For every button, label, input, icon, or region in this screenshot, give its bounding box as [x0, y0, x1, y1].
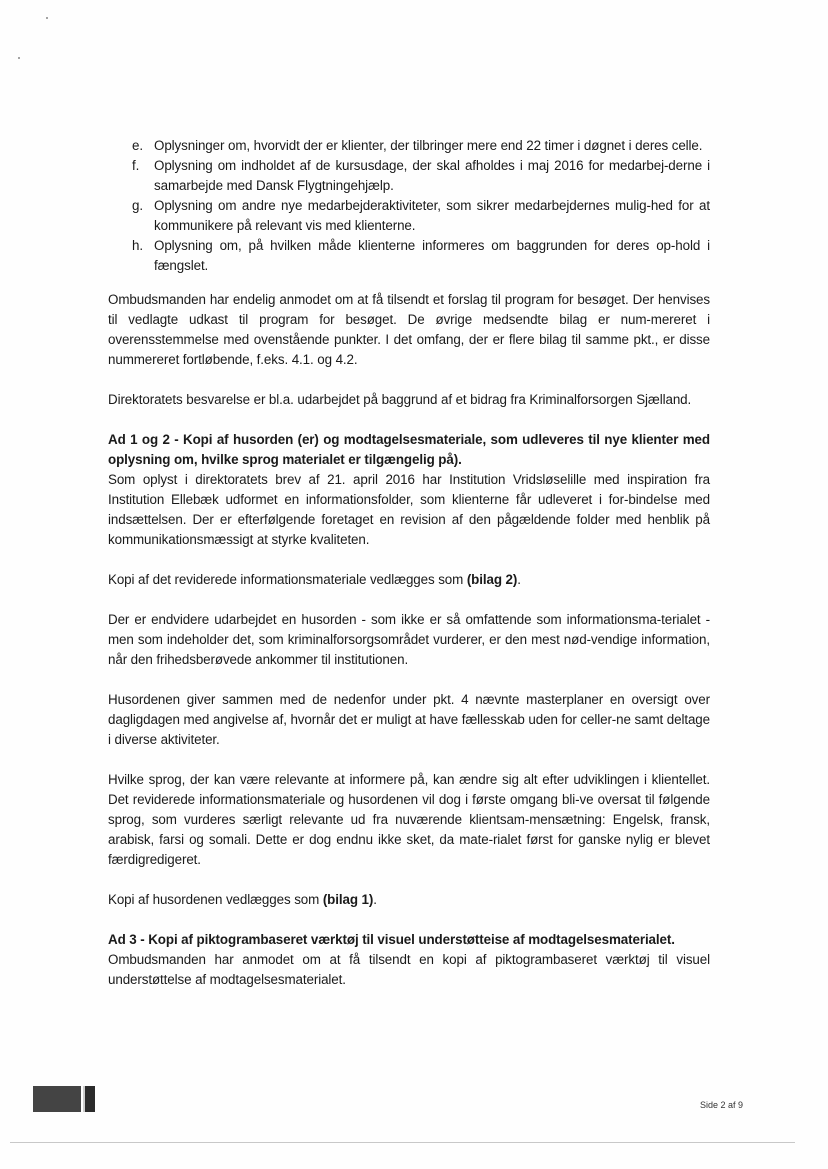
list-item-text: Oplysninger om, hvorvidt der er klienter, der tilbringer mere end 22 timer i døgnet i deres celle.	[154, 138, 703, 153]
paragraph-piktogram: Ombudsmanden har anmodet om at få tilsendt en kopi af piktogrambaseret værktøj til visuel understøttelse af modtagelsesmaterialet.	[108, 952, 710, 987]
paragraph-masterplaner: Husordenen giver sammen med de nedenfor under pkt. 4 nævnte masterplaner en oversigt over dagligdagen med angivelse af, hvornår det er muligt at have fællesskab uden for celler-ne samt deltage i diverse aktiviteter.	[108, 692, 710, 747]
list-item	[108, 156, 710, 196]
paragraph-source: Direktoratets besvarelse er bl.a. udarbejdet på baggrund af et bidrag fra Kriminalforsorgen Sjælland.	[108, 392, 692, 407]
paragraph-bilag-1: Kopi af husordenen vedlægges som (bilag 1).	[108, 892, 377, 907]
request-list	[108, 136, 710, 276]
list-marker: g.	[132, 198, 143, 213]
paragraph-husorden: Der er endvidere udarbejdet en husorden - som ikke er så omfattende som informationsma-terialet - men som indeholder det, som kriminalforsorgsområdet vurderer, er den mest nød-vendige information, når den frihedsberøvede ankommer til institutionen.	[108, 612, 710, 667]
list-item-text: Oplysning om andre nye medarbejderaktiviteter, som sikrer medarbejdernes mulig-hed for at kommunikere på relevant vis med klienterne.	[154, 198, 710, 233]
footer-logo-block	[83, 1086, 95, 1112]
footer-logo-block	[33, 1086, 81, 1112]
paragraph-program: Ombudsmanden har endelig anmodet om at få tilsendt et forslag til program for besøget. Der henvises til vedlagte udkast til program for besøget. De øvrige medsendte bilag er num-mereret i overensstemmelse med ovenstående punkter. I det omfang, der er flere bilag til samme pkt., er disse nummereret fortløbende, f.eks. 4.1. og 4.2.	[108, 292, 710, 367]
page-number: Side 2 af 9	[700, 1100, 744, 1110]
paragraph-languages: Hvilke sprog, der kan være relevante at informere på, kan ændre sig alt efter udviklingen i klientellet. Det reviderede informationsmateriale og husordenen vil dog i første omgang bli-ve oversat til følgende sprog, som vurderes særligt relevante ud fra nuværende klientsam-mensætning: Engelsk, fransk, arabisk, farsi og somali. Dette er dog endnu ikke sket, da mate-rialet først for ganske nylig er blevet færdigredigeret.	[108, 772, 710, 867]
bottom-divider	[10, 1142, 795, 1143]
list-item-text: Oplysning om, på hvilken måde klienterne informeres om baggrunden for deres op-hold i fængslet.	[154, 238, 710, 273]
list-marker: h.	[132, 238, 143, 253]
list-item	[108, 196, 710, 236]
list-item	[108, 136, 710, 156]
list-marker: e.	[132, 138, 143, 153]
list-marker: f.	[132, 158, 140, 173]
scan-speck	[46, 17, 48, 19]
paragraph-folder: Som oplyst i direktoratets brev af 21. april 2016 har Institution Vridsløselille med inspiration fra Institution Ellebæk udformet en informationsfolder, som klienterne får udleveret i for-bindelse med indsættelsen. Der er efterfølgende foretaget en revision af den pågældende folder med henblik på kommunikationsmæssigt at styrke kvaliteten.	[108, 472, 710, 547]
section-heading-1-2: Ad 1 og 2 - Kopi af husorden (er) og modtagelsesmateriale, som udleveres til nye klienter med oplysning om, hvilke sprog materialet er tilgængelig på).	[108, 432, 710, 467]
list-item-text: Oplysning om indholdet af de kursusdage, der skal afholdes i maj 2016 for medarbej-derne i samarbejde med Dansk Flygtningehjælp.	[154, 158, 710, 193]
section-heading-3: Ad 3 - Kopi af piktogrambaseret værktøj til visuel understøtteise af modtagelsesmaterialet.	[108, 932, 675, 947]
list-item	[108, 236, 710, 276]
scan-speck	[18, 57, 20, 59]
document-body	[108, 136, 710, 1010]
paragraph-bilag-2: Kopi af det reviderede informationsmateriale vedlægges som (bilag 2).	[108, 572, 521, 587]
